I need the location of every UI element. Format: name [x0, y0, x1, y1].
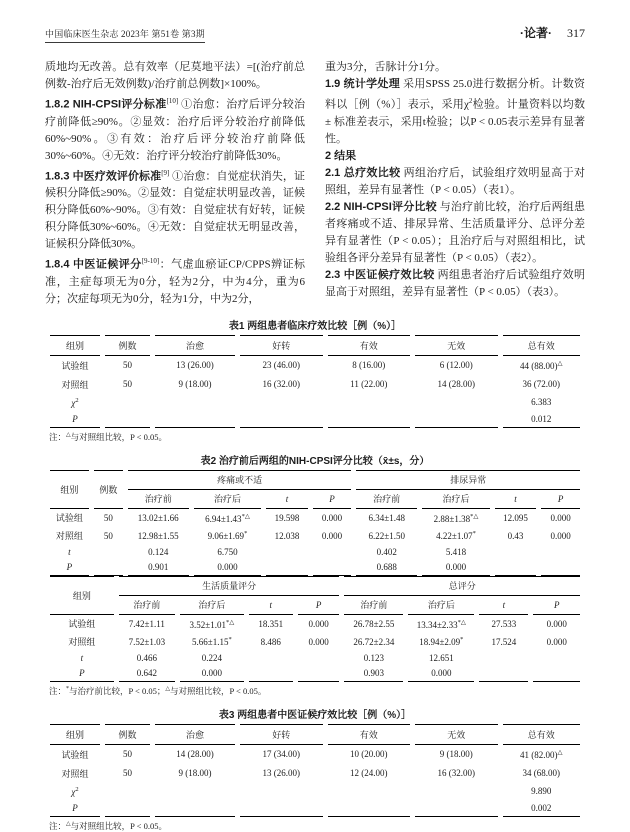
table-cell: 7.52±1.03 — [128, 636, 166, 647]
table-cell: 对照组 — [61, 379, 89, 390]
table-row — [50, 545, 580, 560]
table-cell — [541, 560, 580, 576]
table-cell — [240, 394, 323, 411]
table-row — [50, 633, 580, 651]
table-cell: 6 (12.00) — [439, 360, 473, 371]
column-header: 治疗前 — [356, 490, 417, 509]
table-cell: 16 (32.00) — [262, 379, 300, 390]
paragraph: 2.1 总疗效比较 两组治疗后，试验组疗效明显高于对照组，差异有显著性（P < 0.05）（表1）。 — [325, 166, 585, 196]
table-cell: 0.642 — [119, 666, 175, 682]
table-cell: 50 — [123, 768, 132, 779]
table-1-note: 注：△与对照组比较，P < 0.05。 — [49, 431, 167, 442]
column-header: 生活质量评分 — [119, 576, 340, 596]
column-header: 治疗后 — [194, 490, 262, 509]
table-cell: 对照组 — [55, 531, 83, 542]
table-cell: 8.486 — [260, 636, 281, 647]
table-cell — [479, 666, 528, 682]
table-cell — [415, 411, 498, 428]
paragraph: 1.8.3 中医疗效评价标准[9] ①治愈：自觉症状消失，证候积分降低≥90%。②显效：自觉症状明显改善，证候积分降低60%~90%。③有效：自觉症状有好转，证候积分降低30%~60%。④无效：自觉症状无明显改善，证候积分降低30%。 — [45, 168, 305, 251]
column-header: 治疗前 — [128, 490, 189, 509]
table-row — [50, 509, 580, 527]
table-cell — [415, 394, 498, 411]
paragraph: 1.8.2 NIH-CPSI评分标准[10] ①治愈：治疗后评分较治疗前降低≥90%。②显效：治疗后评分较治疗前降低60%~90%。③有效：治疗后评分较治疗前降低30%~60%。④无效：治疗评分较治疗前降低30%。 — [45, 97, 305, 162]
table-cell: 0.000 — [194, 560, 262, 576]
paragraph: 重为3分，舌脉计分1分。 — [325, 61, 446, 73]
table-3-title: 表3 两组患者中医证候疗效比较［例（%）］ — [218, 709, 412, 721]
table-cell: 0.688 — [356, 560, 417, 576]
table-2-title: 表2 治疗前后两组的NIH-CPSI评分比较（x̄±s，分） — [200, 455, 430, 467]
table-row — [50, 651, 580, 666]
column-header: 组别 — [50, 335, 100, 356]
clinical-efficacy-table — [45, 335, 585, 428]
paragraph: 1.9 统计学处理 采用SPSS 25.0进行数据分析。计数资料以［例（%）］表示，采用$\chi^2$检验。计量资料以均数 ± 标准差表示，采用t检验；以P < 0.05表示差异有显著性。 — [325, 78, 586, 145]
table-cell: 0.002 — [503, 800, 581, 817]
table-cell: 12.651 — [428, 653, 454, 664]
left-column — [45, 59, 305, 308]
table-cell — [155, 394, 235, 411]
table-cell: 0.000 — [546, 618, 567, 629]
table-cell: 试验组 — [55, 513, 83, 524]
column-header: P — [313, 490, 352, 509]
table-cell: 34 (68.00) — [522, 768, 560, 779]
table-cell: t — [68, 547, 71, 558]
table-cell: 9 (18.00) — [178, 379, 212, 390]
table-cell — [415, 800, 498, 817]
column-header: 有效 — [328, 335, 411, 356]
table-row — [50, 394, 580, 411]
table-cell — [240, 411, 323, 428]
nih-cpsi-score-table-part1 — [45, 470, 585, 576]
table-1-title: 表1 两组患者临床疗效比较［例（%）］ — [228, 320, 402, 332]
right-column — [325, 59, 585, 308]
table-cell: 6.383 — [531, 397, 552, 408]
table-cell — [266, 560, 307, 576]
table-cell: P — [50, 411, 100, 428]
table-row — [50, 615, 580, 633]
table-cell: 50 — [103, 512, 113, 523]
table-cell: 17.524 — [491, 636, 517, 647]
column-header: P — [533, 596, 580, 615]
table-cell: 0.000 — [308, 636, 329, 647]
table-cell — [328, 783, 411, 800]
table-cell: 0.000 — [546, 636, 567, 647]
table-cell: 18.351 — [258, 618, 284, 629]
table-cell — [495, 560, 536, 576]
table-row — [50, 560, 580, 576]
column-header: 有效 — [328, 724, 411, 745]
table-cell: 12.98±1.55 — [137, 530, 179, 541]
table-2-note: 注：*与治疗前比较，P < 0.05；△与对照组比较，P < 0.05。 — [49, 685, 267, 696]
table-cell: 9.890 — [531, 786, 552, 797]
table-cell: 试验组 — [68, 619, 96, 630]
table-cell: 3.52±1.01*△ — [189, 618, 235, 630]
table-cell: 6.22±1.50 — [368, 530, 405, 541]
table-cell — [313, 545, 352, 560]
table-cell: 0.466 — [136, 653, 157, 664]
table-cell: 50 — [123, 379, 132, 390]
table-cell: 试验组 — [61, 749, 89, 760]
table-cell — [298, 666, 340, 682]
table-cell: $\chi^2$ — [71, 785, 79, 797]
column-header: 治疗前 — [344, 596, 403, 615]
table-cell — [533, 651, 580, 666]
table-cell — [298, 651, 340, 666]
table-cell — [266, 545, 307, 560]
table-cell: 36 (72.00) — [522, 379, 560, 390]
column-header: 组别 — [50, 576, 114, 615]
column-header: 组别 — [50, 724, 100, 745]
table-cell — [94, 560, 123, 576]
table-1-block — [45, 317, 585, 443]
table-cell: 26.72±2.34 — [353, 636, 395, 647]
table-cell: 44 (88.00)△ — [520, 360, 563, 372]
table-cell: 50 — [103, 530, 113, 541]
table-cell: 6.94±1.43*△ — [205, 512, 250, 524]
table-2-block — [45, 452, 585, 697]
table-cell: 0.903 — [344, 666, 403, 682]
table-cell: 0.000 — [408, 666, 474, 682]
table-cell: 0.402 — [376, 547, 397, 558]
table-cell: 9 (18.00) — [439, 749, 473, 760]
table-cell: 0.123 — [363, 653, 384, 664]
table-row — [50, 800, 580, 817]
paragraph: 2.2 NIH-CPSI评分比较 与治疗前比较，治疗后两组患者疼痛或不适、排尿异常、生活质量评分、总评分差异有显著性（P < 0.05）；且治疗后与对照组相比，试验组各评分差异有显著性（P < 0.05）（表2）。 — [325, 200, 585, 264]
table-cell: 对照组 — [68, 637, 96, 648]
column-header: 好转 — [240, 724, 323, 745]
table-cell: 50 — [123, 749, 132, 760]
table-row — [50, 411, 580, 428]
table-cell: 0.000 — [308, 618, 329, 629]
table-cell: $\chi^2$ — [71, 396, 79, 408]
table-cell: 14 (28.00) — [437, 379, 475, 390]
table-cell: 12.038 — [274, 530, 300, 541]
page-number: 317 — [567, 26, 585, 40]
paragraph: 2 结果 — [325, 149, 357, 162]
table-cell: 0.901 — [128, 560, 189, 576]
table-cell: 16 (32.00) — [437, 768, 475, 779]
column-header: t — [495, 490, 536, 509]
table-cell: 13.02±1.66 — [137, 512, 179, 523]
table-row — [50, 356, 580, 375]
table-cell — [495, 545, 536, 560]
table-cell: 5.66±1.15* — [192, 636, 232, 648]
table-cell: 6.750 — [217, 547, 238, 558]
column-header: t — [479, 596, 528, 615]
table-cell: 41 (82.00)△ — [520, 749, 563, 761]
column-header: P — [298, 596, 340, 615]
table-cell — [533, 666, 580, 682]
table-cell — [105, 394, 150, 411]
table-cell — [240, 783, 323, 800]
table-cell: 0.000 — [321, 530, 343, 541]
column-header: 排尿异常 — [356, 470, 580, 490]
table-cell: 0.43 — [507, 530, 524, 541]
table-cell: 9 (18.00) — [178, 768, 212, 779]
table-cell: 11 (22.00) — [350, 379, 388, 390]
article-body — [45, 59, 585, 308]
table-cell — [105, 783, 150, 800]
tcm-syndrome-efficacy-table — [45, 724, 585, 817]
table-cell: 0.000 — [422, 560, 490, 576]
table-cell — [249, 666, 293, 682]
column-header: t — [249, 596, 293, 615]
table-row — [50, 783, 580, 800]
table-cell — [313, 560, 352, 576]
table-cell: P — [50, 666, 114, 682]
column-header: 治疗后 — [422, 490, 490, 509]
table-row — [50, 527, 580, 545]
column-header: 无效 — [415, 335, 498, 356]
table-cell — [155, 411, 235, 428]
column-header: 治愈 — [155, 335, 235, 356]
table-cell: P — [50, 800, 100, 817]
column-header: 治疗后 — [408, 596, 474, 615]
table-cell — [415, 783, 498, 800]
table-cell: 13.34±2.33*△ — [416, 618, 466, 630]
table-cell — [249, 651, 293, 666]
table-cell — [328, 800, 411, 817]
table-cell: 17 (34.00) — [262, 749, 300, 760]
table-cell: 27.533 — [491, 618, 517, 629]
table-row — [50, 375, 580, 394]
table-cell: 19.598 — [274, 512, 300, 523]
table-cell: 0.000 — [321, 512, 343, 523]
table-cell: 4.22±1.07* — [436, 530, 476, 542]
running-head-right — [520, 24, 585, 41]
table-cell: 10 (20.00) — [350, 749, 388, 760]
column-header: 治疗前 — [119, 596, 175, 615]
column-header: 组别 — [50, 470, 89, 509]
column-header: 疼痛或不适 — [128, 470, 352, 490]
column-header: 总有效 — [503, 335, 581, 356]
table-cell: 试验组 — [61, 360, 89, 371]
column-header: 例数 — [94, 470, 123, 509]
table-row — [50, 745, 580, 764]
table-cell — [479, 651, 528, 666]
table-cell: 14 (28.00) — [176, 749, 214, 760]
paragraph: 2.3 中医证候疗效比较 两组患者治疗后试验组疗效明显高于对照组，差异有显著性（P < 0.05）（表3）。 — [325, 268, 585, 298]
column-header: 无效 — [415, 724, 498, 745]
table-cell: t — [80, 653, 84, 664]
table-cell — [240, 800, 323, 817]
table-cell: 12 (24.00) — [350, 768, 388, 779]
table-cell — [155, 800, 235, 817]
nih-cpsi-score-table-part2 — [45, 576, 585, 682]
table-cell: 2.88±1.38*△ — [433, 512, 479, 524]
article-type-label: ·论著· — [520, 26, 552, 40]
table-cell: 对照组 — [61, 768, 89, 779]
table-cell: 8 (16.00) — [352, 360, 386, 371]
table-cell — [328, 411, 411, 428]
journal-info: 中国临床医生杂志 2023年 第51卷 第3期 — [45, 27, 205, 43]
table-cell: 0.000 — [180, 666, 244, 682]
table-cell — [105, 411, 150, 428]
column-header: 总有效 — [503, 724, 581, 745]
column-header: 好转 — [240, 335, 323, 356]
table-cell: 7.42±1.11 — [128, 618, 165, 629]
table-row — [50, 764, 580, 783]
table-cell: 12.095 — [503, 512, 528, 523]
column-header: P — [541, 490, 580, 509]
column-header: 例数 — [105, 724, 150, 745]
paragraph: 1.8.4 中医证候评分[9-10]：气虚血瘀证CP/CPPS辨证标准，主症每项无为0分，轻为2分，中为4分，重为6分；次症每项无为0分，轻为1分，中为2分， — [45, 257, 305, 305]
table-cell: 0.124 — [148, 547, 169, 558]
table-cell: 5.418 — [445, 547, 467, 558]
table-cell: 50 — [123, 360, 132, 371]
table-cell — [328, 394, 411, 411]
column-header: 总评分 — [344, 576, 580, 596]
table-3-note: 注：△与对照组比较，P < 0.05。 — [49, 820, 167, 831]
table-cell: 13 (26.00) — [262, 768, 300, 779]
table-cell — [105, 800, 150, 817]
table-cell: 26.78±2.55 — [353, 618, 395, 629]
table-cell: 9.06±1.69* — [207, 530, 248, 542]
table-cell: P — [50, 560, 89, 576]
running-head — [45, 24, 585, 43]
table-3-block — [45, 706, 585, 832]
table-cell: 18.94±2.09* — [419, 636, 464, 648]
table-cell: 0.000 — [550, 530, 571, 541]
table-row — [50, 666, 580, 682]
column-header: 治愈 — [155, 724, 235, 745]
column-header: t — [266, 490, 307, 509]
table-cell: 23 (46.00) — [262, 360, 300, 371]
table-cell — [155, 783, 235, 800]
table-cell — [94, 545, 123, 560]
table-cell: 0.012 — [503, 411, 581, 428]
table-cell: 6.34±1.48 — [368, 512, 405, 523]
paragraph: 质地均无改善。总有效率（尼莫地平法）=[(治疗前总例数-治疗后无效例数)/治疗前总例数]×100%。 — [45, 61, 305, 90]
table-cell: 0.224 — [201, 653, 222, 664]
column-header: 治疗后 — [180, 596, 244, 615]
column-header: 例数 — [105, 335, 150, 356]
table-cell: 0.000 — [550, 512, 571, 523]
table-cell: 13 (26.00) — [176, 360, 214, 371]
table-cell — [541, 545, 580, 560]
